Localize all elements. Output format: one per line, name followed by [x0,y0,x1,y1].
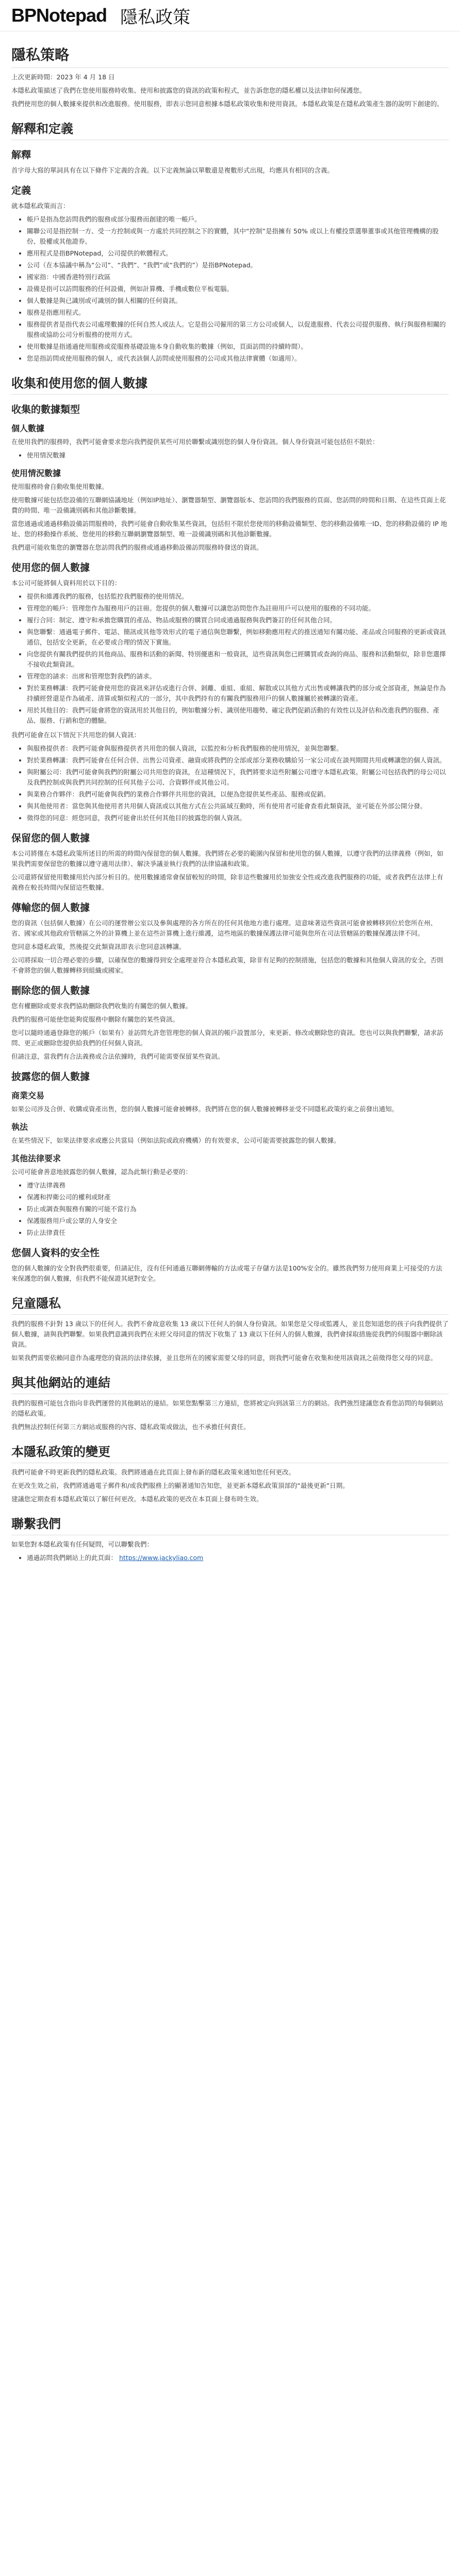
definitions-list [11,214,449,364]
minor-heading: 個人數據 [11,423,45,433]
list-item: • 與您聯繫：通過電子郵件、電話、簡訊或其他等效形式的電子通信與您聯繫，例如移動應用程式的推送通知有關功能、產品或合同服務的更新或資訊通信，包括安全更新，在必要或合理的情況下實施。 [27,627,449,648]
personal-data-list [11,450,449,461]
minor-heading: 商業交易 [11,1091,45,1100]
section-heading: 本隱私政策的變更 [11,1442,449,1463]
list-item: • 用於其他目的：我們可能會將您的資訊用於其他目的，例如數據分析、識別使用趨勢、確定我們促銷活動的有效性以及評估和改進我們的服務、產品、服務、行銷和您的體驗。 [27,705,449,726]
list-item: • 帳戶是指為您訪問我們的服務或部分服務而創建的唯一帳戶。 [27,214,449,225]
paragraph: 您可以隨時通過登錄您的帳戶（如果有）並訪問允許您管理您的個人資訊的帳戶設置部分，來更新、修改或刪除您的資訊。您也可以與我們聯繫，請求訪問、更正或刪除您提供給我們的任何個人資訊。 [11,1029,443,1047]
list-item: • 使用情況數據 [27,450,449,461]
minor-heading: 使用情況數據 [11,468,61,478]
list-item: • 與其他使用者：當您與其他使用者共用個人資訊或以其他方式在公共區域互動時，所有使用者可能會查看此類資訊，並可能在外部公開分發。 [27,801,449,811]
list-item: • 關聯公司是指控制一方、受一方控制或與一方處於共同控制之下的實體，其中“控制”是指擁有 50% 或以上有權投票選舉董事或其他管理機構的股份、股權或其他證券。 [27,226,449,247]
paragraph: 我們可能會在以下情況下共用您的個人資訊： [11,731,141,739]
subsection-heading: 刪除您的個人數據 [11,985,90,996]
list-item: • 提供和維護我們的服務，包括監控我們服務的使用情況。 [27,591,449,602]
minor-heading: 執法 [11,1122,28,1132]
list-item: • 服務是指應用程式。 [27,308,449,318]
section-heading: 解釋和定義 [11,118,449,140]
subsection-heading: 傳輸您的個人數據 [11,902,90,913]
list-item: • 與附屬公司：我們可能會與我們的附屬公司共用您的資訊，在這種情況下，我們將要求這些附屬公司遵守本隱私政策。附屬公司包括我們的母公司以及我們控制或與我們共同控制的任何其他子公司、合資夥伴或其他公司。 [27,767,449,788]
paragraph: 您有權刪除或要求我們協助刪除我們收集的有關您的個人數據。 [11,1002,192,1010]
last-updated: 上次更新時間：2023 年 4 月 18 日 [11,73,115,81]
list-item: • 與服務提供者：我們可能會與服務提供者共用您的個人資訊，以監控和分析我們服務的使用情況，並與您聯繫。 [27,743,449,754]
paragraph: 公司將採取一切合理必要的步驟，以確保您的數據得到安全處理並符合本隱私政策，除非有足夠的控制措施，包括您的數據和其他個人資訊的安全，否則不會將您的個人數據轉移到組織或國家。 [11,956,443,974]
intro-paragraph: 本隱私政策描述了我們在您使用服務時收集、使用和披露您的資訊的政策和程式，並告訴您您的隱私權以及法律如何保護您。 [11,87,366,94]
paragraph: 如果公司涉及合併、收購或資產出售，您的個人數據可能會被轉移。我們將在您的個人數據被轉移並受不同隱私政策約束之前發出通知。 [11,1105,399,1113]
list-item: • 您是指訪問或使用服務的個人，或代表該個人訪問或使用服務的公司或其他法律實體（如適用）。 [27,353,449,364]
subsection-heading: 定義 [11,185,31,196]
paragraph: 公司可能會善意地披露您的個人數據，認為此類行動是必要的： [11,1168,192,1176]
paragraph: 我們的服務可能使您能夠從服務中刪除有關您的某些資訊。 [11,1015,179,1023]
subsection-heading: 您個人資料的安全性 [11,1247,100,1259]
website-link[interactable]: https://www.jackyliao.com [119,1554,204,1562]
subsection-heading: 保留您的個人數據 [11,833,90,844]
minor-heading: 其他法律要求 [11,1154,61,1163]
legal-requirements-list [11,1180,449,1238]
share-list [11,743,449,823]
section-heading: 與其他網站的連結 [11,1372,449,1394]
list-item: • 對於業務轉讓：我們可能會使用您的資訊來評估或進行合併、剝離、重組、重組、解散或以其他方式出售或轉讓我們的部分或全部資產，無論是作為持續經營還是作為破產、清算或類似程式的一部分，其中我們持有的有關我們服務用戶的個人數據屬於被轉讓的資產。 [27,683,449,704]
list-item: • 徵得您的同意：經您同意，我們可能會出於任何其他目的披露您的個人資訊。 [27,813,449,823]
list-item: • 對於業務轉讓：我們可能會在任何合併、出售公司資產、融資或將我們的全部或部分業務收購給另一家公司或在談判期間共用或轉讓您的個人資訊。 [27,755,449,766]
contact-list [11,1553,449,1563]
list-item: • 防止法律責任 [27,1228,449,1238]
list-item [27,1553,449,1563]
section-heading: 收集和使用您的個人數據 [11,373,449,395]
paragraph: 我們的服務可能包含指向非我們運營的其他網站的連結。如果您點擊第三方連結，您將被定向到該第三方的網站。我們強烈建議您查看您訪問的每個網站的隱私政策。 [11,1399,443,1417]
list-item: • 向您提供有關我們提供的其他商品、服務和活動的新聞、特別優惠和一般資訊，這些資訊與您已經購買或查詢的商品、服務和活動類似，除非您選擇不接收此類資訊。 [27,649,449,670]
paragraph: 我們的服務不針對 13 歲以下的任何人。我們不會故意收集 13 歲以下任何人的個人身份資訊。如果您是父母或監護人，並且您知道您的孩子向我們提供了個人數據，請與我們聯繫。如果我們意識到我們在未經父母同意的情況下收集了 13 歲以下任何人的個人數據，我們會採取措施從我們的伺服器中刪除該資訊。 [11,1320,449,1348]
use-purposes-list [11,591,449,726]
list-item: • 防止或調查與服務有關的可能不當行為 [27,1204,449,1214]
paragraph: 我們可能會不時更新我們的隱私政策。我們將通過在此頁面上發布新的隱私政策來通知您任何更改。 [11,1468,295,1476]
list-item: • 保護服務用戶或公眾的人身安全 [27,1216,449,1226]
paragraph: 在某些情況下，如果法律要求或應公共當局（例如法院或政府機構）的有效要求，公司可能需要披露您的個人數據。 [11,1137,340,1144]
list-item: • 設備是指可以訪問服務的任何設備，例如計算機、手機或數位平板電腦。 [27,284,449,294]
paragraph: 您同意本隱私政策，然後提交此類資訊即表示您同意該轉讓。 [11,943,186,951]
list-item: • 個人數據是與已識別或可識別的個人相關的任何資訊。 [27,296,449,306]
brand-logo[interactable]: BPNotepad [11,5,107,26]
list-item: • 國家指：中國香港特別行政區 [27,272,449,282]
intro-paragraph: 我們使用您的個人數據來提供和改進服務。使用服務，即表示您同意根據本隱私政策收集和使用資訊。本隱私政策是在隱私政策產生器的說明下創建的。 [11,100,443,108]
list-item: • 履行合同：制定、遵守和承擔您購買的產品、物品或服務的購買合同或通過服務與我們簽訂的任何其他合同。 [27,615,449,625]
paragraph: 當您通過或通過移動設備訪問服務時，我們可能會自動收集某些資訊，包括但不限於您使用的移動設備類型、您的移動設備唯一ID、您的移動設備的 IP 地址、您的移動操作系統、您使用的移動互聯網瀏覽器類型、唯一設備識別碼和其他診斷數據。 [11,520,447,538]
paragraph: 我們還可能收集您的瀏覽器在您訪問我們的服務或通過移動設備訪問服務時發送的資訊。 [11,544,263,551]
list-item: • 應用程式是指BPNotepad，公司提供的軟體程式。 [27,248,449,259]
list-item: • 遵守法律義務 [27,1180,449,1191]
list-item: • 公司（在本協議中稱為“公司”、“我們”、“我們”或“我們的”）是指BPNotepad。 [27,260,449,270]
policy-content [0,31,460,1578]
paragraph: 在使用我們的服務時，我們可能會要求您向我們提供某些可用於聯繫或識別您的個人身份資訊。個人身份資訊可能包括但不限於： [11,438,379,446]
page-title: 隱私策略 [11,44,449,68]
paragraph: 公司還將保留使用數據用於內部分析目的。使用數據通常會保留較短的時間，除非這些數據用於加強安全性或改進我們服務的功能，或者我們在法律上有義務在較長時間內保留這些數據。 [11,873,443,891]
paragraph: 但請注意，當我們有合法義務或合法依據時，我們可能需要保留某些資訊。 [11,1053,224,1060]
list-item: • 使用數據是指通過使用服務或從服務基礎設施本身自動收集的數據（例如，頁面訪問的持續時間）。 [27,342,449,352]
subsection-heading: 解釋 [11,149,31,161]
paragraph: 使用數據可能包括您設備的互聯網協議地址（例如IP地址）、瀏覽器類型、瀏覽器版本、您訪問的我們服務的頁面、您訪問的時間和日期、在這些頁面上花費的時間、唯一設備識別碼和其他診斷數據。 [11,496,446,514]
paragraph: 就本隱私政策而言： [11,202,70,210]
subsection-heading: 收集的數據類型 [11,404,80,415]
paragraph: 如果我們需要依賴同意作為處理您的資訊的法律依據，並且您所在的國家需要父母的同意，則我們可能會在收集和使用該資訊之前徵得您父母的同意。 [11,1354,437,1362]
section-heading: 聯繫我們 [11,1514,449,1535]
paragraph: 您的資訊（包括個人數據）在公司的運營辦公室以及參與處理的各方所在的任何其他地方進行處理。這意味著這些資訊可能會被轉移到位於您所在州、省、國家或其他政府管轄區之外的計算機上並在這些計算機上進行維護，這些地區的數據保護法律可能與您所在司法管轄區的數據保護法律不同。 [11,919,437,937]
subsection-heading: 使用您的個人數據 [11,562,90,573]
header-title: 隱私政策 [120,7,191,28]
section-heading: 兒童隱私 [11,1293,449,1315]
paragraph: 我們無法控制任何第三方網站或服務的內容、隱私政策或做法，也不承擔任何責任。 [11,1423,250,1431]
paragraph: 本公司可能將個人資料用於以下目的： [11,579,121,587]
paragraph: 首字母大寫的單詞具有在以下條件下定義的含義。以下定義無論以單數還是複數形式出現，均應具有相同的含義。 [11,166,334,174]
paragraph: 如果您對本隱私政策有任何疑問，可以聯繫我們： [11,1540,154,1548]
list-item: • 與業務合作夥伴：我們可能會與我們的業務合作夥伴共用您的資訊，以便為您提供某些產品、服務或促銷。 [27,789,449,800]
list-item: • 保護和捍衛公司的權利或財產 [27,1192,449,1202]
paragraph: 您的個人數據的安全對我們很重要，但請記住，沒有任何通過互聯網傳輸的方法或電子存儲方法是100%安全的。雖然我們努力使用商業上可接受的方法來保護您的個人數據，但我們不能保證其絕對安全。 [11,1264,442,1282]
paragraph: 建議您定期查看本隱私政策以了解任何更改。本隱私政策的更改在本頁面上發布時生效。 [11,1495,263,1503]
subsection-heading: 披露您的個人數據 [11,1071,90,1082]
list-item: • 管理您的請求：出席和管理您對我們的請求。 [27,671,449,682]
top-bar [0,0,460,31]
paragraph: 本公司將僅在本隱私政策所述目的所需的時間內保留您的個人數據。我們將在必要的範圍內保留和使用您的個人數據，以遵守我們的法律義務（例如，如果我們需要保留您的數據以遵守適用法律）、解決爭議並執行我們的法律協議和政策。 [11,850,443,868]
list-item: • 管理您的帳戶：管理您作為服務用戶的註冊。您提供的個人數據可以讓您訪問您作為註冊用戶可以使用的服務的不同功能。 [27,603,449,614]
paragraph: 使用服務時會自動收集使用數據。 [11,483,108,490]
contact-text: 通過訪問我們網站上的此頁面： [27,1554,118,1562]
paragraph: 在更改生效之前，我們將通過電子郵件和/或我們服務上的顯著通知告知您，並更新本隱私政策頂部的“最後更新”日期。 [11,1482,349,1489]
list-item: • 服務提供者是指代表公司處理數據的任何自然人或法人。它是指公司僱用的第三方公司或個人，以促進服務、代表公司提供服務、執行與服務相關的服務或協助公司分析服務的使用方式。 [27,319,449,340]
